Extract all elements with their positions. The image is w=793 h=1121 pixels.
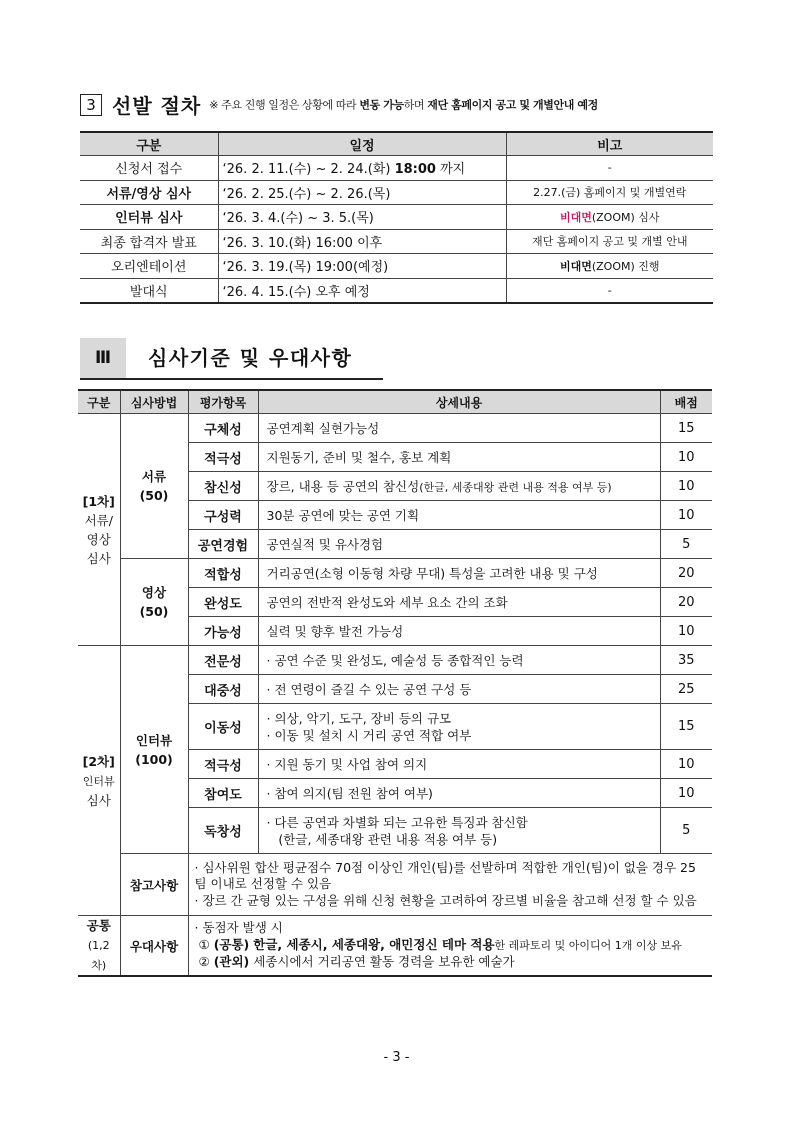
- schedule-note: -: [506, 278, 713, 303]
- schedule-date: ‘26. 2. 25.(수) ~ 2. 26.(목): [218, 180, 506, 205]
- preference-text: · 동점자 발생 시 ① (공통) 한글, 세종시, 세종대왕, 애민정신 테마 적용한 레파토리 및 아이디어 1개 이상 보유 ② (관외) 세종시에서 거리공연 활동 경력을 보유한 예술가: [188, 916, 712, 977]
- schedule-label: 서류/영상 심사: [80, 180, 218, 205]
- criteria-score: 15: [660, 704, 712, 750]
- schedule-label: 발대식: [80, 278, 218, 303]
- criteria-score: 10: [660, 472, 712, 501]
- criteria-detail: · 공연 수준 및 완성도, 예술성 등 종합적인 능력: [258, 646, 660, 675]
- criteria-item: 이동성: [188, 704, 258, 750]
- criteria-score: 20: [660, 559, 712, 588]
- criteria-detail: · 참여 의지(팀 전원 참여 여부): [258, 779, 660, 808]
- criteria-detail: 30분 공연에 맞는 공연 기획: [258, 501, 660, 530]
- criteria-score: 5: [660, 530, 712, 559]
- criteria-score: 10: [660, 501, 712, 530]
- criteria-score: 10: [660, 779, 712, 808]
- section-title: 심사기준 및 우대사항: [148, 346, 353, 370]
- criteria-detail: · 의상, 악기, 도구, 장비 등의 규모 · 이동 및 설치 시 거리 공연 적합 여부: [258, 704, 660, 750]
- header-cell: 평가항목: [188, 390, 258, 414]
- header-cell: 일정: [218, 132, 506, 156]
- criteria-header-row: [78, 390, 712, 414]
- schedule-date: ‘26. 4. 15.(수) 오후 예정: [218, 278, 506, 303]
- criteria-item: 구성력: [188, 501, 258, 530]
- criteria-item: 참신성: [188, 472, 258, 501]
- table-row: [78, 916, 712, 977]
- criteria-item: 적극성: [188, 443, 258, 472]
- schedule-note: 재단 홈페이지 공고 및 개별 안내: [506, 229, 713, 254]
- preference-label: 우대사항: [120, 916, 188, 977]
- stage1-label: [1차] 서류/ 영상 심사: [78, 414, 120, 646]
- section-3-heading: [80, 90, 598, 119]
- schedule-header-row: [80, 132, 713, 156]
- section-title: 선발 절차: [112, 94, 202, 118]
- doc-method-label: 서류 (50): [120, 414, 188, 559]
- schedule-row: [80, 180, 713, 205]
- schedule-row: [80, 205, 713, 230]
- criteria-item: 구체성: [188, 414, 258, 443]
- criteria-score: 10: [660, 750, 712, 779]
- criteria-detail: · 지원 동기 및 사업 참여 의지: [258, 750, 660, 779]
- schedule-date: ‘26. 3. 19.(목) 19:00(예정): [218, 254, 506, 279]
- schedule-note: 2.27.(금) 홈페이지 및 개별연락: [506, 180, 713, 205]
- header-cell: 구분: [78, 390, 120, 414]
- criteria-item: 적합성: [188, 559, 258, 588]
- table-row: [78, 646, 712, 675]
- criteria-item: 전문성: [188, 646, 258, 675]
- schedule-date: ‘26. 3. 10.(화) 16:00 이후: [218, 229, 506, 254]
- criteria-item: 적극성: [188, 750, 258, 779]
- table-row: [78, 414, 712, 443]
- schedule-row: [80, 278, 713, 303]
- criteria-item: 완성도: [188, 588, 258, 617]
- common-label: 공통 (1,2차): [78, 916, 120, 977]
- section-iii-heading: [80, 338, 383, 380]
- page-number: - 3 -: [383, 1050, 410, 1065]
- header-cell: 심사방법: [120, 390, 188, 414]
- criteria-detail: 공연실적 및 유사경험: [258, 530, 660, 559]
- schedule-row: [80, 254, 713, 279]
- criteria-score: 10: [660, 443, 712, 472]
- schedule-table: [80, 131, 713, 304]
- criteria-item: 가능성: [188, 617, 258, 646]
- header-cell: 배점: [660, 390, 712, 414]
- criteria-score: 25: [660, 675, 712, 704]
- criteria-table: [78, 389, 712, 977]
- criteria-detail: 거리공연(소형 이동형 차량 무대) 특성을 고려한 내용 및 구성: [258, 559, 660, 588]
- schedule-label: 오리엔테이션: [80, 254, 218, 279]
- schedule-note: 비대면(ZOOM) 심사: [506, 205, 713, 230]
- reference-text: · 심사위원 합산 평균점수 70점 이상인 개인(팀)를 선발하며 적합한 개인(팀)이 없을 경우 25팀 이내로 선정할 수 있음 · 장르 간 균형 있는 구성을 위해 신청 현황을 고려하여 장르별 비율을 참고해 선정 할 수 있음: [188, 854, 712, 916]
- criteria-detail: 공연계획 실현가능성: [258, 414, 660, 443]
- criteria-detail: · 전 연령이 즐길 수 있는 공연 구성 등: [258, 675, 660, 704]
- criteria-score: 10: [660, 617, 712, 646]
- schedule-note: 비대면(ZOOM) 진행: [506, 254, 713, 279]
- criteria-score: 20: [660, 588, 712, 617]
- schedule-row: [80, 156, 713, 181]
- criteria-detail: 지원동기, 준비 및 철수, 홍보 계획: [258, 443, 660, 472]
- schedule-date: ‘26. 2. 11.(수) ~ 2. 24.(화) 18:00 까지: [218, 156, 506, 181]
- schedule-label: 인터뷰 심사: [80, 205, 218, 230]
- schedule-date: ‘26. 3. 4.(수) ~ 3. 5.(목): [218, 205, 506, 230]
- section-note: ※ 주요 진행 일정은 상황에 따라 변동 가능하며 재단 홈페이지 공고 및 개별안내 예정: [209, 98, 598, 112]
- criteria-detail: · 다른 공연과 차별화 되는 고유한 특징과 참신함 (한글, 세종대왕 관련 내용 적용 여부 등): [258, 808, 660, 854]
- schedule-row: [80, 229, 713, 254]
- section-roman-numeral: Ⅲ: [80, 338, 126, 378]
- criteria-detail: 장르, 내용 등 공연의 참신성(한글, 세종대왕 관련 내용 적용 여부 등): [258, 472, 660, 501]
- criteria-detail: 공연의 전반적 완성도와 세부 요소 간의 조화: [258, 588, 660, 617]
- header-cell: 구분: [80, 132, 218, 156]
- criteria-score: 15: [660, 414, 712, 443]
- header-cell: 상세내용: [258, 390, 660, 414]
- stage2-label: [2차] 인터뷰 심사: [78, 646, 120, 916]
- reference-label: 참고사항: [120, 854, 188, 916]
- criteria-item: 대중성: [188, 675, 258, 704]
- video-method-label: 영상 (50): [120, 559, 188, 646]
- schedule-note: -: [506, 156, 713, 181]
- schedule-label: 최종 합격자 발표: [80, 229, 218, 254]
- section-number: 3: [80, 94, 102, 116]
- header-cell: 비고: [506, 132, 713, 156]
- criteria-score: 35: [660, 646, 712, 675]
- table-row: [78, 559, 712, 588]
- criteria-score: 5: [660, 808, 712, 854]
- criteria-item: 독창성: [188, 808, 258, 854]
- interview-method-label: 인터뷰 (100): [120, 646, 188, 854]
- criteria-item: 참여도: [188, 779, 258, 808]
- schedule-label: 신청서 접수: [80, 156, 218, 181]
- table-row: [78, 854, 712, 916]
- criteria-detail: 실력 및 향후 발전 가능성: [258, 617, 660, 646]
- criteria-item: 공연경험: [188, 530, 258, 559]
